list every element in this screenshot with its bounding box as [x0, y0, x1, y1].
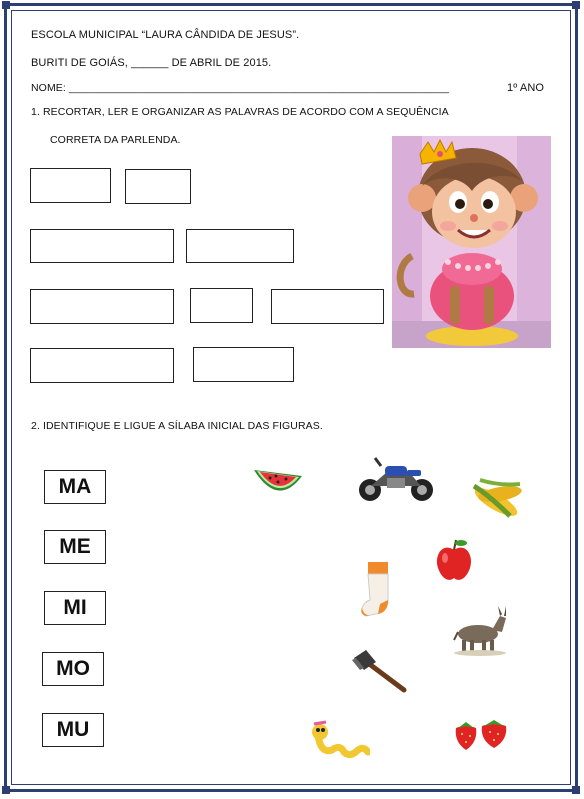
- apple-icon[interactable]: [434, 538, 474, 584]
- word-box[interactable]: [30, 229, 174, 263]
- word-box[interactable]: [186, 229, 294, 263]
- syllable-box-mi[interactable]: MI: [44, 591, 106, 625]
- border-corner: [2, 1, 10, 9]
- question-2-text: 2. IDENTIFIQUE E LIGUE A SÍLABA INICIAL DAS FIGURAS.: [31, 420, 323, 432]
- syllable-box-mu[interactable]: MU: [42, 713, 104, 747]
- question-1-line2: CORRETA DA PARLENDA.: [50, 134, 181, 146]
- donkey-icon[interactable]: [452, 604, 510, 656]
- border-corner: [2, 786, 10, 794]
- word-box[interactable]: [30, 289, 174, 324]
- strawberries-icon[interactable]: [452, 718, 512, 754]
- border-corner: [572, 1, 580, 9]
- syllable-box-ma[interactable]: MA: [44, 470, 106, 504]
- name-line: NOME: ________________________________________________________________: [31, 82, 450, 94]
- school-name: ESCOLA MUNICIPAL “LAURA CÂNDIDA DE JESUS”.: [31, 29, 300, 41]
- syllable-box-mo[interactable]: MO: [42, 652, 104, 686]
- date-line: BURITI DE GOIÁS, ______ DE ABRIL DE 2015.: [31, 57, 272, 69]
- worm-icon[interactable]: [310, 720, 370, 760]
- question-1-line1: 1. RECORTAR, LER E ORGANIZAR AS PALAVRAS DE ACORDO COM A SEQUÊNCIA: [31, 106, 449, 118]
- word-box[interactable]: [190, 288, 253, 323]
- word-box[interactable]: [271, 289, 384, 324]
- motorcycle-icon[interactable]: [357, 456, 435, 504]
- word-box[interactable]: [193, 347, 294, 382]
- syllable-box-me[interactable]: ME: [44, 530, 106, 564]
- word-box[interactable]: [30, 348, 174, 383]
- border-corner: [572, 786, 580, 794]
- corn-icon[interactable]: [470, 476, 526, 524]
- word-box[interactable]: [125, 169, 191, 204]
- monkey-princess-illustration: [392, 136, 551, 348]
- sock-icon[interactable]: [358, 560, 394, 618]
- hammer-icon[interactable]: [350, 648, 408, 694]
- word-box[interactable]: [30, 168, 111, 203]
- grade-label: 1º ANO: [507, 82, 545, 94]
- watermelon-icon[interactable]: [252, 464, 304, 500]
